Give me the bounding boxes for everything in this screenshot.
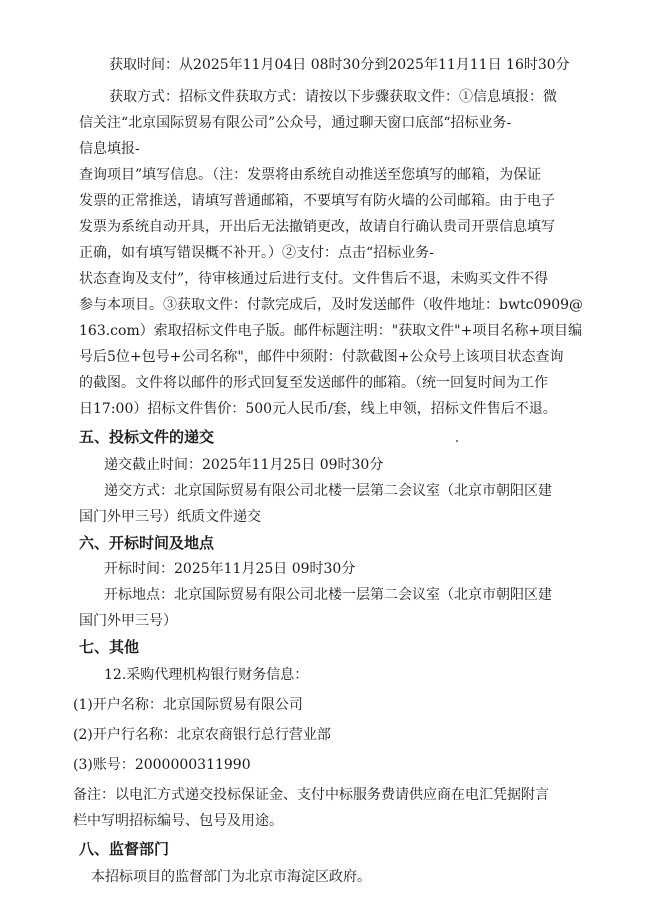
text-line: 号后5位+包号+公司名称"，邮件中须附：付款截图+公众号上该项目状态查询 — [79, 349, 564, 365]
text-line: 日17:00）招标文件售价：500元人民币/套，线上申领，招标文件售后不退。 — [79, 401, 557, 417]
text-line: 12.采购代理机构银行财务信息： — [104, 667, 309, 683]
text-line: 正确，如有填写错误概不补开。）②支付：点击“招标业务- — [79, 245, 434, 261]
text-line: 开标时间：2025年11月25日 09时30分 — [104, 561, 356, 577]
scan-speck — [456, 440, 458, 442]
section-heading-7: 七、其他 — [79, 638, 140, 656]
text-line: 国门外甲三号）纸质文件递交 — [79, 509, 261, 525]
text-line: (3)账号：2000000311990 — [73, 757, 251, 773]
text-line: 信息填报- — [79, 141, 140, 157]
text-line: 国门外甲三号） — [79, 613, 177, 629]
text-line: 的截图。文件将以邮件的形式回复至发送邮件的邮箱。（统一回复时间为工作 — [79, 375, 548, 391]
text-line: 查询项目”填写信息。（注：发票将由系统自动推送至您填写的邮箱，为保证 — [79, 167, 542, 183]
text-line: 163.com）索取招标文件电子版。邮件标题注明："获取文件"+项目名称+项目编 — [79, 323, 583, 339]
text-line: 发票为系统自动开具，开出后无法撤销更改，故请自行确认贵司开票信息填写 — [79, 219, 555, 235]
section-heading-8: 八、监督部门 — [79, 840, 170, 858]
text-line: 获取时间：从2025年11月04日 08时30分到2025年11月11日 16时30分 — [109, 57, 570, 73]
section-heading-5: 五、投标文件的递交 — [79, 428, 215, 446]
text-line: 备注：以电汇方式递交投标保证金、支付中标服务费请供应商在电汇凭据附言 — [73, 787, 549, 803]
text-line: 开标地点：北京国际贸易有限公司北楼一层第二会议室（北京市朝阳区建 — [104, 587, 552, 603]
text-line: (2)开户行名称：北京农商银行总行营业部 — [73, 727, 331, 743]
text-line: 栏中写明招标编号、包号及用途。 — [73, 813, 283, 829]
section-heading-6: 六、开标时间及地点 — [79, 534, 215, 552]
text-line: 信关注“北京国际贸易有限公司”公众号，通过聊天窗口底部“招标业务- — [79, 115, 512, 131]
text-line: 状态查询及支付”，待审核通过后进行支付。文件售后不退，未购买文件不得 — [79, 271, 549, 287]
text-line: 参与本项目。③获取文件：付款完成后，及时发送邮件（收件地址：bwtc0909@ — [79, 297, 584, 313]
text-line: (1)开户名称：北京国际贸易有限公司 — [73, 697, 303, 713]
text-line: 递交方式：北京国际贸易有限公司北楼一层第二会议室（北京市朝阳区建 — [104, 483, 552, 499]
text-line: 递交截止时间：2025年11月25日 09时30分 — [104, 457, 384, 473]
text-line: 发票的正常推送，请填写普通邮箱，不要填写有防火墙的公司邮箱。由于电子 — [79, 193, 555, 209]
text-line: 获取方式：招标文件获取方式：请按以下步骤获取文件：①信息填报：微 — [109, 89, 557, 105]
text-line: 本招标项目的监督部门为北京市海淀区政府。 — [91, 869, 371, 885]
